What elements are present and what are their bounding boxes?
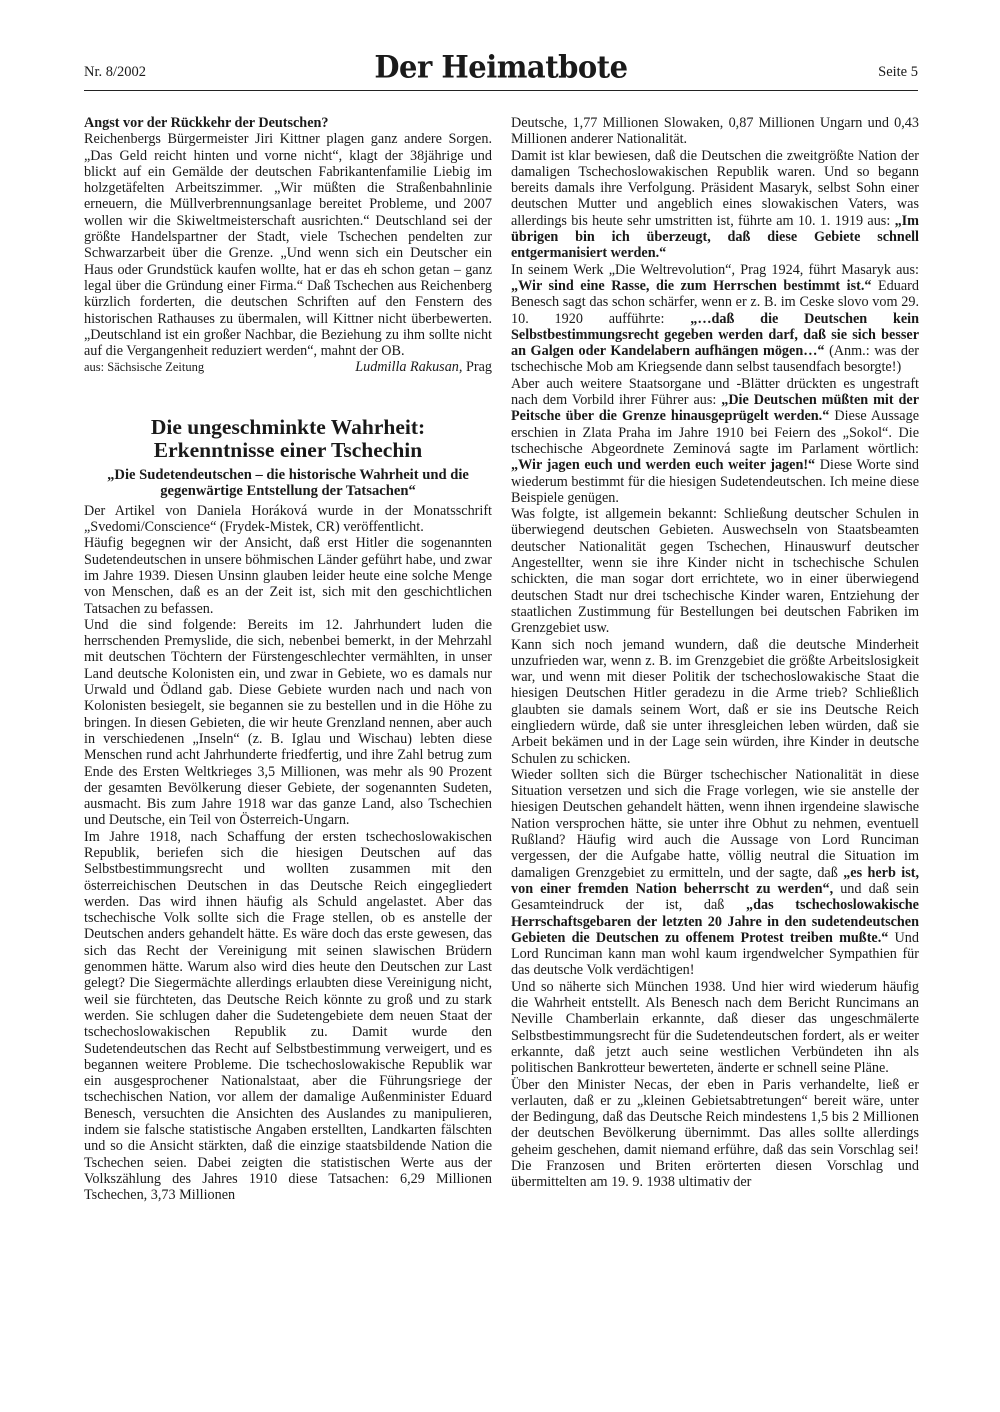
- text-run: Aber auch weitere Staatsorgane und -Blätter drückten es ungestraft nach dem Vorbild ihrer Führer aus:: [511, 375, 919, 409]
- article1-heading: Angst vor der Rückkehr der Deutschen?: [84, 115, 329, 131]
- article2-paragraph: Und die sind folgende: Bereits im 12. Jahrhundert luden die herrschenden Premyslide, die sich, nebenbei bemerkt, in der Mehrzahl mit deutschen Töchtern der Fürstengeschlechter vermählten, in unser Land deutsche Kolonisten ein, und zwar in Gebiete, wo es damals nur Urwald und Ödland gab. Diese Gebiete wurden nach und nach von Kolonisten besiegelt, sie begannen sie zu bestellen und in die Höhe zu bringen. In diesen Gebieten, die wir heute Grenzland nennen, aber auch in verschiedenen „Inseln“ (z. B. Iglau und Wischau) lebten diese Menschen rund acht Jahrhunderte friedfertig, und ihre Zahl betrug zum Ende des Ersten Weltkrieges 3,5 Millionen, was mehr als 90 Prozent der gesamten Bevölkerung dieser Gebiete, der sogenannten Sudeten, ausmacht. Bis zum Jahre 1918 war das ganze Land, also Tschechien und Deutsche, ein Teil von Österreich-Ungarn.: [84, 616, 492, 829]
- quote-zlata-praha: „Die Deutschen müßten mit der Peitsche über die Grenze hinausgeprügelt werden.“: [511, 392, 919, 425]
- quote-benesch-1920: „…daß die Deutschen kein Selbstbestimmungsrecht gegeben werden darf, daß sie sich besser an Galgen oder Kandelabern aufhängen mögen…“: [511, 310, 919, 360]
- article2-title-line1: Die ungeschminkte Wahrheit:: [150, 414, 426, 439]
- text-run: Diese Aussage erschien in Zlata Praha im Jahre 1910 bei Feiern des „Sokol“. Die tschechische Abgeordnete Zeminová sagte im Parlament wörtlich:: [511, 408, 919, 457]
- article1-place: Prag: [465, 359, 492, 376]
- text-run: Eduard Benesch sagt das schon schärfer, wenn er z. B. im Ceske slovo vom 29. 10. 1920 aufführte:: [511, 277, 919, 327]
- left-column: [84, 115, 492, 1204]
- text-run: (Anm.: was der tschechische Mob am Kriegsende dann selbst tausendfach besorgte!): [511, 343, 919, 376]
- article2-paragraph: Im Jahre 1918, nach Schaffung der ersten tschechoslowakischen Republik, beriefen sich die hiesigen Deutschen auf das Selbstbestimmungsrecht und wollten zusammen mit den österreichischen Deutschen in das Deutsche Reich eingegliedert werden. Das wird ihnen häufig als Schuld angelastet. Aber das tschechische Volk sollte sich die Frage stellen, ob es anstelle der Deutschen anders gehandelt hätte. Es wäre doch das erste gewesen, das sich das Recht der Vereinigung mit seinen slawischen Brüdern genommen hätte. Warum also wird dies heute den Deutschen zur Last gelegt? Die Siegermächte allerdings erlaubten diese Vereinigung nicht, weil sie fürchteten, das Deutsche Reich könnte zu groß und zu stark werden. Sie schlugen daher die Sudetengebiete dem neuen Staat der tschechoslowakischen Republik zu. Damit wurde den Sudetendeutschen das Recht auf Selbstbestimmung verweigert, und es begannen weitere Probleme. Die tschechoslowakische Republik war ein ausgesprochener Nationalstaat, aber die Führungsriege der tschechischen Nation, vor allem der damalige Außenminister Eduard Benesch, versuchten die Ansichten des Auslandes zu manipulieren, indem sie falsche statistische Angaben erstellten, Landkarten fälschten und so die Ansicht stärkten, daß die einzige staatsbildende Nation die Tschechen seien. Dabei zeigten die statistischen Werte aus der Volkszählung des Jahres 1910 diese Tatsachen: 6,29 Millionen Tschechen, 3,73 Millionen: [84, 828, 492, 1204]
- issue-number: Nr. 8/2002: [84, 64, 147, 80]
- text-run: Und Lord Runciman kann man wohl kaum irgendwelcher Sympathien für das deutsche Volk verdächtigen!: [511, 929, 919, 979]
- article2-paragraph: Häufig begegnen wir der Ansicht, daß erst Hitler die sogenannten Sudetendeutschen in unsere böhmischen Länder geführt habe, und zwar im Jahre 1939. Diesen Unsinn glauben leider heute eine solche Menge von Menschen, daß es an der Zeit ist, sich mit den geschichtlichen Tatsachen zu befassen.: [84, 535, 492, 617]
- text-run: In seinem Werk „Die Weltrevolution“, Prag 1924, führt Masaryk aus:: [511, 261, 919, 278]
- quote-runciman-1: „es herb ist, von einer fremden Nation beherrscht zu werden“,: [511, 864, 919, 897]
- article2-title-line2: Erkenntnisse einer Tschechin: [153, 438, 423, 463]
- page-header: [84, 50, 918, 91]
- quote-masaryk-1919: „Im übrigen bin ich überzeugt, daß diese Gebiete schnell entgermanisiert werden.“: [511, 212, 919, 262]
- quote-runciman-2: „das tschechoslowakische Herrschaftsgebaren der letzten 20 Jahre in den sudetendeutschen Gebieten die Deutschen zu offenem Protest treiben mußte.“: [511, 897, 919, 946]
- text-run: und daß sein Gesamteindruck der ist, daß: [511, 880, 919, 914]
- article2-paragraph: [511, 767, 919, 979]
- article2-paragraph: Deutsche, 1,77 Millionen Slowaken, 0,87 Millionen Ungarn und 0,43 Millionen anderer Nationalität.: [511, 115, 919, 148]
- article2-paragraph: Über den Minister Necas, der eben in Paris verhandelte, ließ er verlauten, daß er zu „kleinen Gebietsabtretungen“ bereit wäre, unter der Bedingung, daß das Deutsche Reich mindestens 1,5 bis 2 Millionen der deutschen Bevölkerung übernimmt. Das alles sollte allerdings geheim geschehen, damit niemand erführe, daß das sein Vorschlag sei! Die Franzosen und Briten erörterten diesen Vorschlag und übermittelten am 19. 9. 1938 ultimativ der: [511, 1076, 919, 1191]
- article2-paragraph: Und so näherte sich München 1938. Und hier wird wiederum häufig die Wahrheit entstellt. Als Benesch nach dem Bericht Runcimans an Neville Chamberlain erkannte, daß dieser das ungeschmälerte Selbstbestimmungsrecht für die Sudetendeutschen fordert, als er weiter erkannte, daß jetzt auch seine westlichen Verbündeten ihn als politischen Bankrotteur bewerteten, änderte er schnell seine Pläne.: [511, 978, 919, 1077]
- article2-paragraph: Kann sich noch jemand wundern, daß die deutsche Minderheit unzufrieden war, wenn z. B. im Grenzgebiet die größte Arbeitslosigkeit war, und wenn mit dieser Politik der tschechoslowakische Staat die hiesigen Deutschen Hitler geradezu in die Arme trieb? Schließlich glaubten sie damals seinem Wort, daß er sie ins Deutsche Reich eingliedern würde, daß sie unter ihresgleichen leben würden, daß sie Arbeit bekämen und in der Lage sein würden, ihre Kinder in deutsche Schulen zu schicken.: [511, 636, 919, 767]
- article2-title: [84, 416, 492, 463]
- article2-paragraph: [511, 376, 919, 506]
- text-run: Diese Worte sind wiederum bestimmt für die hiesigen Sudetendeutschen. Ich meine diese Beispiele genügen.: [511, 457, 919, 506]
- article2-paragraph: Der Artikel von Daniela Horáková wurde in der Monatsschrift „Svedomi/Conscience“ (Frydek-Mistek, CR) veröffentlicht.: [84, 502, 492, 536]
- masthead-logo: Der Heimatbote: [374, 49, 628, 85]
- text-run: Damit ist klar bewiesen, daß die Deutschen die zweitgrößte Nation der damaligen Tschechoslowakischen Republik waren. Und so begann bereits damals ihre Verfolgung. Präsident Masaryk, selbst Sohn einer deutschen Mutter und angeblich eines slowakischen Vaters, was allerdings bis heute sehr umstritten ist, führte am 10. 1. 1919 aus:: [511, 147, 919, 229]
- article2-paragraph: [511, 262, 919, 376]
- article2-paragraph: [511, 148, 919, 262]
- article2-subtitle: „Die Sudetendeutschen – die historische Wahrheit und die gegenwärtige Entstellung der Tatsachen“: [107, 466, 469, 500]
- right-column: [511, 115, 919, 1191]
- article1-author-block: [355, 359, 492, 375]
- quote-masaryk-1924: „Wir sind eine Rasse, die zum Herrschen bestimmt ist.“: [511, 277, 872, 294]
- article2-paragraph: Was folgte, ist allgemein bekannt: Schließung deutscher Schulen in überwiegend deutschen Gebieten. Auswechseln von Staatsbeamten deutscher Nationalität gegen Tschechen, Hinauswurf deutscher Angestellter, wenn sie ihre Kinder nicht in tschechische Schulen schickten, die man sogar dort errichtete, wo in einer überwiegend deutschen Stadt nur drei tschechische Kinder waren, Entziehung der staatlichen Zustimmung für Bestellungen bei deutschen Fabriken im Grenzgebiet usw.: [511, 506, 919, 637]
- article1-source: aus: Sächsische Zeitung: [84, 360, 205, 375]
- quote-zeminova: „Wir jagen euch und werden euch weiter jagen!“: [511, 457, 816, 474]
- text-run: Wieder sollten sich die Bürger tschechischer Nationalität in diese Situation versetzen und sich die Frage vorlegen, wie sie anstelle der hiesigen Deutschen gehandelt hätten, wenn ihnen irgendeine slawische Nation versprochen hätte, sie unter ihre Obhut zu nehmen, eventuell Rußland? Häufig wird auch die Aussage von Lord Runciman vergessen, der die Aufgabe hatte, völlig neutral die Situation im damaligen Grenzgebiet zu ermitteln, und der sagte, daß: [511, 766, 919, 881]
- page-number: Seite 5: [878, 64, 918, 80]
- article1-body: Reichenbergs Bürgermeister Jiri Kittner plagen ganz andere Sorgen. „Das Geld reicht hinten und vorne nicht“, klagt der 38jährige und blickt auf ein Gemälde der deutschen Fabrikantenfamilie Liebig im holzgetäfelten Arbeitszimmer. „Wir müßten die Straßenbahnlinie erneuern, die Müllverbrennungsanlage bereitet Probleme, und 2007 wollen wir die Skiweltmeisterschaft ausrichten.“ Deutschland sei der größte Handelspartner der Stadt, viele Tschechen pendelten zur Schwarzarbeit über die Grenze. „Und wenn sich ein Deutscher ein Haus oder Grundstück kaufen wollte, hat er das eh schon getan – ganz legal über die Gründung einer Firma.“ Daß Tschechen aus Reichenberg kürzlich forderten, die deutschen Schriften auf den Fenstern des historischen Rathauses zu übermalen, will Kittner nicht überbewerten. „Deutschland ist ein großer Nachbar, die Beziehung zu ihm sollte nicht auf die Vergangenheit reduziert werden“, mahnt der OB.: [84, 131, 492, 360]
- article1-author: Ludmilla Rakusan,: [355, 359, 463, 376]
- article1-source-line: [84, 359, 492, 375]
